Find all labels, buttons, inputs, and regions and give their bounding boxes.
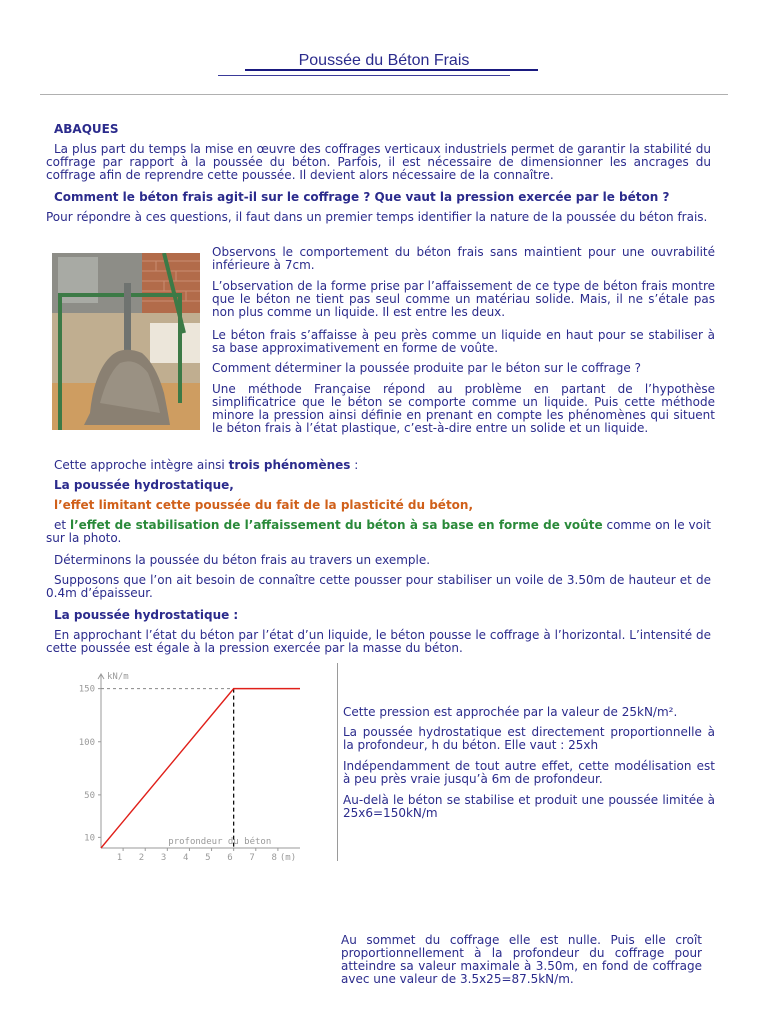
phenomenon-vault (46, 519, 711, 545)
bottom-paragraph: Au sommet du coffrage elle est nulle. Puis elle croît proportionnellement à la profondeur du coffrage pour atteindre sa valeur maximale à 3.50m, en fond de coffrage avec une valeur de 3.5x25=87.5kN/m. (341, 933, 702, 986)
example-case: Supposons que l’on ait besoin de connaître cette pousser pour stabiliser un voile de 3.50m de hauteur et de 0.4m d’épaisseur. (46, 573, 711, 600)
x-axis-label: profondeur du béton (168, 837, 272, 847)
example-intro: Déterminons la poussée du béton frais au travers un exemple. (54, 553, 431, 567)
phenomena-intro-end: : (350, 458, 359, 472)
slump-test-photo (52, 253, 200, 430)
x-tick-label: 3 (160, 853, 167, 863)
x-tick-label: 2 (138, 853, 145, 863)
y-axis-label: kN/m (107, 672, 129, 682)
title-underline (245, 69, 538, 71)
y-tick-label: 50 (84, 790, 95, 801)
x-tick-label: 7 (249, 853, 255, 863)
chart-paragraph-3: Indépendamment de tout autre effet, cette modélisation est à peu près vraie jusqu’à 6m de profondeur. (343, 759, 715, 786)
x-tick-label: 4 (183, 853, 189, 863)
chart-paragraph-1: Cette pression est approchée par la valeur de 25kN/m². (343, 705, 678, 719)
chart-paragraph-4: Au-delà le béton se stabilise et produit une poussée limitée à 25x6=150kN/m (343, 793, 715, 820)
photo-paragraph-2: L’observation de la forme prise par l’affaissement de ce type de béton frais montre que le béton ne tient pas seul comme un matériau solide. Mais, il ne s’étale pas non plus comme un liquide. Il est entre les deux. (212, 279, 715, 319)
x-tick-label: 5 (205, 853, 211, 863)
pressure-chart (60, 664, 310, 864)
phenomenon-vault-emphasis: l’effet de stabilisation de l’affaissement du béton à sa base en forme de voûte (69, 518, 603, 532)
pressure-curve (101, 689, 300, 848)
y-tick-label: 10 (84, 833, 95, 844)
page-title: Poussée du Béton Frais (298, 52, 470, 69)
phenomenon-plasticity: l’effet limitant cette poussée du fait de la plasticité du béton, (54, 498, 474, 512)
phenomenon-vault-post: comme on le voit sur la photo. (46, 518, 712, 545)
hydrostatic-text: En approchant l’état du béton par l’état d’un liquide, le béton pousse le coffrage à l’horizontal. L’intensité de cette poussée est égale à la pression exercée par la masse du béton. (46, 628, 711, 655)
y-tick-label: 150 (78, 684, 95, 695)
photo-paragraph-4: Comment déterminer la poussée produite par le béton sur le coffrage ? (212, 361, 641, 375)
section-heading: ABAQUES (54, 122, 119, 136)
title-underline-secondary (218, 75, 510, 76)
header-divider (40, 94, 728, 95)
x-axis-unit: (m) (279, 853, 297, 863)
phenomena-intro-emphasis: trois phénomènes (228, 458, 351, 472)
phenomenon-hydrostatic: La poussée hydrostatique, (54, 478, 234, 492)
x-tick-label: 1 (116, 853, 123, 863)
x-tick-label: 6 (227, 853, 233, 863)
phenomena-intro-start: Cette approche intègre ainsi (54, 458, 229, 472)
photo-paragraph-3: Le béton frais s’affaisse à peu près comme un liquide en haut pour se stabiliser à sa base approximativement en forme de voûte. (212, 328, 715, 355)
y-tick-label: 100 (78, 737, 95, 748)
intro-paragraph: La plus part du temps la mise en œuvre des coffrages verticaux industriels permet de garantir la stabilité du coffrage par rapport à la poussée du béton. Parfois, il est nécessaire de dimensionner les ancrages du coffrage afin de reprendre cette poussée. Il devient alors nécessaire de la connaître. (46, 142, 711, 182)
question-heading: Comment le béton frais agit-il sur le coffrage ? Que vaut la pression exercée par le béton ? (54, 190, 670, 204)
hydrostatic-heading: La poussée hydrostatique : (54, 608, 239, 622)
chart-paragraph-2: La poussée hydrostatique est directement proportionnelle à la profondeur, h du béton. Elle vaut : 25xh (343, 725, 715, 752)
photo-paragraph-1: Observons le comportement du béton frais sans maintient pour une ouvrabilité inférieure à 7cm. (212, 245, 715, 272)
phenomenon-vault-pre: et (54, 518, 70, 532)
chart-divider (337, 663, 338, 861)
x-tick-label: 8 (271, 853, 277, 863)
photo-paragraph-5: Une méthode Française répond au problème en partant de l’hypothèse simplificatrice que le béton se comporte comme un liquide. Puis cette méthode minore la pression ainsi définie en prenant en compte les phénomènes qui situent le béton frais à l’état plastique, c’est-à-dire entre un solide et un liquide. (212, 382, 715, 435)
answer-intro: Pour répondre à ces questions, il faut dans un premier temps identifier la nature de la poussée du béton frais. (46, 210, 708, 224)
phenomena-intro (54, 459, 714, 472)
